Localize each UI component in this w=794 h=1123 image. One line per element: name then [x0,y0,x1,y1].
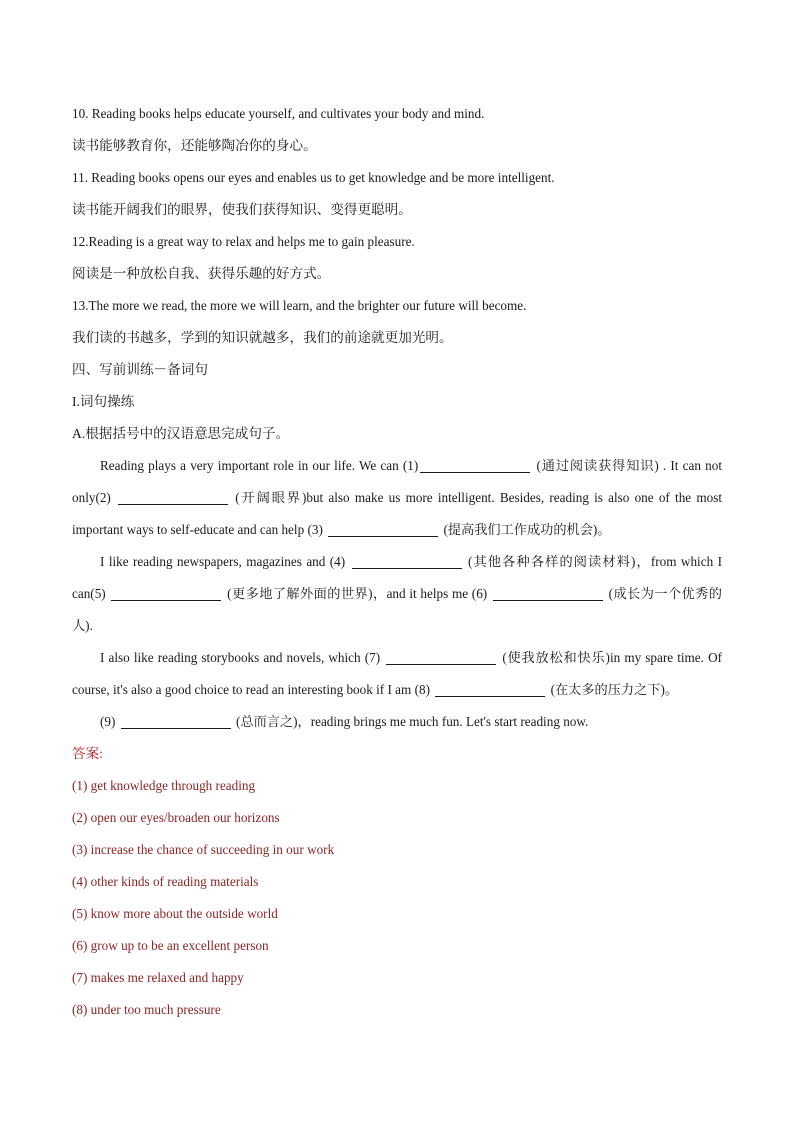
blank-2[interactable] [118,490,228,505]
passage-text: (总而言之)，reading brings me much fun. Let's start reading now. [232,714,589,729]
document-page [72,98,722,1026]
answer-item: (4) other kinds of reading materials [72,874,259,889]
passage-paragraph-3 [72,642,722,706]
blank-4[interactable] [352,554,462,569]
passage-text: (提高我们工作成功的机会)。 [440,522,611,537]
passage-text: (9) [100,714,119,729]
sentence-12-en: 12.Reading is a great way to relax and helps me to gain pleasure. [72,234,415,249]
answer-item: (6) grow up to be an excellent person [72,938,269,953]
sentence-11-en: 11. Reading books opens our eyes and enables us to get knowledge and be more intelligent. [72,170,555,185]
blank-3[interactable] [328,522,438,537]
blank-1[interactable] [420,458,530,473]
answer-item: (1) get knowledge through reading [72,778,256,793]
passage-text: (使我放松和快乐)in my spare time. Of course, it's also a good choice to read an interesting book if I am (8) [72,650,722,697]
passage-paragraph-2 [72,546,722,642]
section-title: 四、写前训练－备词句 [72,362,208,377]
blank-5[interactable] [111,586,221,601]
passage-text: Reading plays a very important role in our life. We can (1) [100,458,419,473]
passage-text: (更多地了解外面的世界)，and it helps me (6) [223,586,491,601]
answer-item: (8) under too much pressure [72,1002,221,1017]
passage-paragraph-4 [72,706,722,738]
passage-text: (在太多的压力之下)。 [547,682,679,697]
sentence-12-cn: 阅读是一种放松自我、获得乐趣的好方式。 [72,266,331,281]
passage-text: (开阔眼界)but also make us more intelligent. Besides, reading is also one of the most important ways to self-educate and can help (3) [72,490,723,537]
answer-item: (2) open our eyes/broaden our horizons [72,810,280,825]
passage-text: I like reading newspapers, magazines and (4) [100,554,350,569]
passage-text: (成长为一个优秀的人). [72,586,722,633]
answers-title: 答案: [72,746,103,761]
answer-item: (7) makes me relaxed and happy [72,970,244,985]
task-title: A.根据括号中的汉语意思完成句子。 [72,426,290,441]
sentence-11-cn: 读书能开阔我们的眼界，使我们获得知识、变得更聪明。 [72,202,412,217]
subsection-title: I.词句操练 [72,394,135,409]
blank-7[interactable] [386,650,496,665]
passage-text: (通过阅读获得知识) . It can not only(2) [72,458,722,505]
blank-6[interactable] [493,586,603,601]
blank-8[interactable] [435,682,545,697]
answer-item: (3) increase the chance of succeeding in our work [72,842,335,857]
passage-paragraph-1 [72,450,722,546]
sentence-10-cn: 读书能够教育你，还能够陶冶你的身心。 [72,138,317,153]
sentence-13-cn: 我们读的书越多，学到的知识就越多，我们的前途就更加光明。 [72,330,453,345]
passage-text: I also like reading storybooks and novels, which (7) [100,650,385,665]
sentence-10-en: 10. Reading books helps educate yourself, and cultivates your body and mind. [72,106,485,121]
passage-text: (其他各种各样的阅读材料)，from which I can(5) [72,554,722,601]
sentence-13-en: 13.The more we read, the more we will learn, and the brighter our future will become. [72,298,527,313]
blank-9[interactable] [121,714,231,729]
answer-item: (5) know more about the outside world [72,906,278,921]
